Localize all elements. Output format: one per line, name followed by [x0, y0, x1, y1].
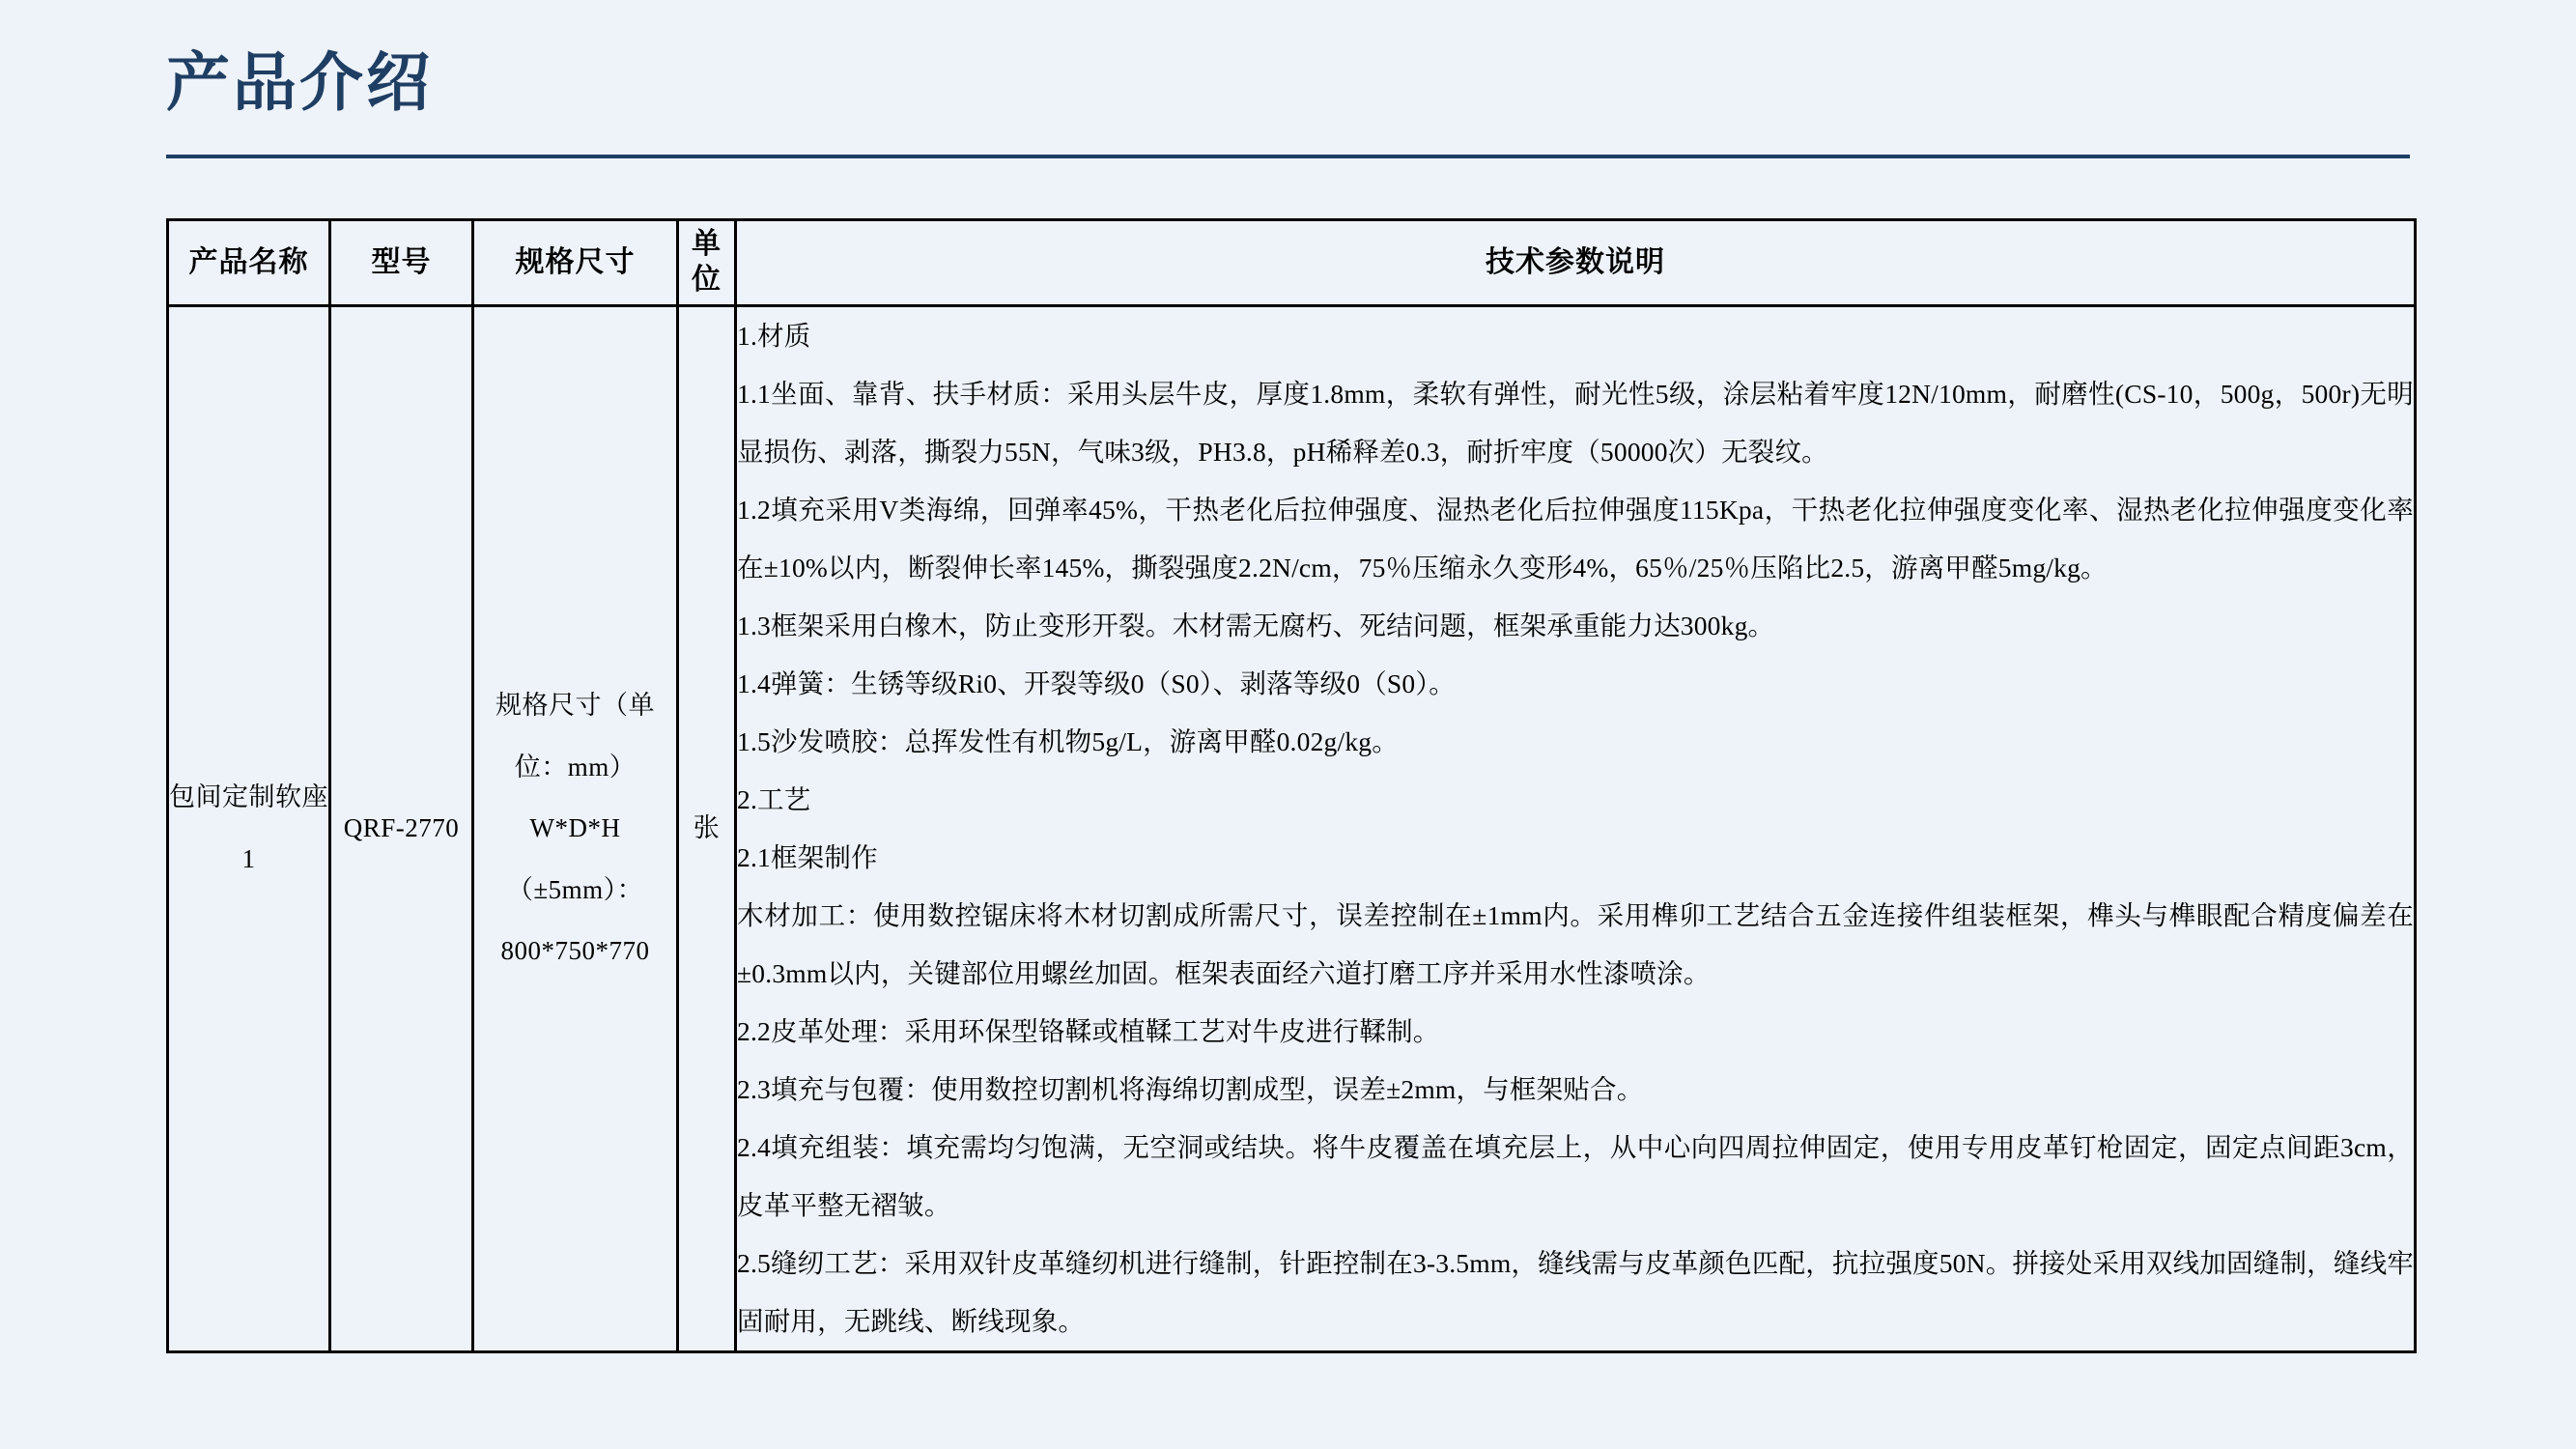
spec-table-container — [166, 218, 2417, 1353]
spec-size-line: 位：mm） — [514, 752, 637, 781]
table-row — [168, 305, 2416, 1351]
cell-spec-size — [473, 305, 678, 1351]
tech-desc-line: 2.5缝纫工艺：采用双针皮革缝纫机进行缝制，针距控制在3-3.5mm，缝线需与皮革颜色匹配，抗拉强度50N。拼接处采用双线加固缝制，缝线牢固耐用，无跳线、断线现象。 — [737, 1247, 2414, 1336]
tech-desc-line: 2.4填充组装：填充需均匀饱满，无空洞或结块。将牛皮覆盖在填充层上，从中心向四周拉伸固定，使用专用皮革钉枪固定，固定点间距3cm，皮革平整无褶皱。 — [737, 1131, 2414, 1220]
tech-desc-line: 2.3填充与包覆：使用数控切割机将海绵切割成型，误差±2mm，与框架贴合。 — [737, 1073, 1644, 1104]
product-spec-table — [166, 218, 2417, 1353]
page-title: 产品介绍 — [166, 46, 433, 118]
tech-desc-line: 2.1框架制作 — [737, 841, 878, 872]
column-header-model: 型号 — [330, 219, 473, 305]
title-block — [0, 0, 2576, 120]
tech-desc-line: 1.2填充采用V类海绵，回弹率45%，干热老化后拉伸强度、湿热老化后拉伸强度115Kpa，干热老化拉伸强度变化率、湿热老化拉伸强度变化率在±10%以内，断裂伸长率145%，撕裂强度2.2N/cm，75％压缩永久变形4%，65％/25％压陷比2.5，游离甲醛5mg/kg。 — [737, 494, 2414, 582]
tech-desc-line: 木材加工：使用数控锯床将木材切割成所需尺寸，误差控制在±1mm内。采用榫卯工艺结合五金连接件组装框架，榫头与榫眼配合精度偏差在±0.3mm以内，关键部位用螺丝加固。框架表面经六道打磨工序并采用水性漆喷涂。 — [737, 899, 2414, 988]
tech-desc-line: 2.工艺 — [737, 783, 811, 814]
tech-desc-line: 1.3框架采用白橡木，防止变形开裂。木材需无腐朽、死结问题，框架承重能力达300kg。 — [737, 610, 1775, 640]
spec-size-line: 规格尺寸（单 — [495, 691, 655, 721]
tech-desc-line: 2.2皮革处理：采用环保型铬鞣或植鞣工艺对牛皮进行鞣制。 — [737, 1015, 1440, 1046]
table-body — [168, 305, 2416, 1351]
cell-unit: 张 — [678, 305, 736, 1351]
cell-tech-desc — [736, 305, 2416, 1351]
spec-size-line: W*D*H — [529, 813, 621, 843]
column-header-product-name: 产品名称 — [168, 219, 330, 305]
table-header-row — [168, 219, 2416, 305]
tech-desc-line: 1.5沙发喷胶：总挥发性有机物5g/L，游离甲醛0.02g/kg。 — [737, 725, 1399, 756]
spec-size-line: （±5mm）： — [506, 874, 644, 904]
column-header-spec-size: 规格尺寸 — [473, 219, 678, 305]
tech-desc-line: 1.1坐面、靠背、扶手材质：采用头层牛皮，厚度1.8mm，柔软有弹性，耐光性5级，涂层粘着牢度12N/10mm，耐磨性(CS-10，500g，500r)无明显损伤、剥落，撕裂力55N，气味3级，PH3.8，pH稀释差0.3，耐折牢度（50000次）无裂纹。 — [737, 378, 2414, 467]
table-header — [168, 219, 2416, 305]
title-divider — [166, 155, 2410, 158]
cell-product-name: 包间定制软座1 — [168, 305, 330, 1351]
spec-size-line: 800*750*770 — [500, 936, 650, 966]
tech-desc-line: 1.4弹簧：生锈等级Ri0、开裂等级0（S0）、剥落等级0（S0）。 — [737, 668, 1456, 698]
column-header-unit: 单位 — [678, 219, 736, 305]
tech-desc-line: 1.材质 — [737, 320, 811, 351]
cell-model: QRF-2770 — [330, 305, 473, 1351]
column-header-tech-desc: 技术参数说明 — [736, 219, 2416, 305]
